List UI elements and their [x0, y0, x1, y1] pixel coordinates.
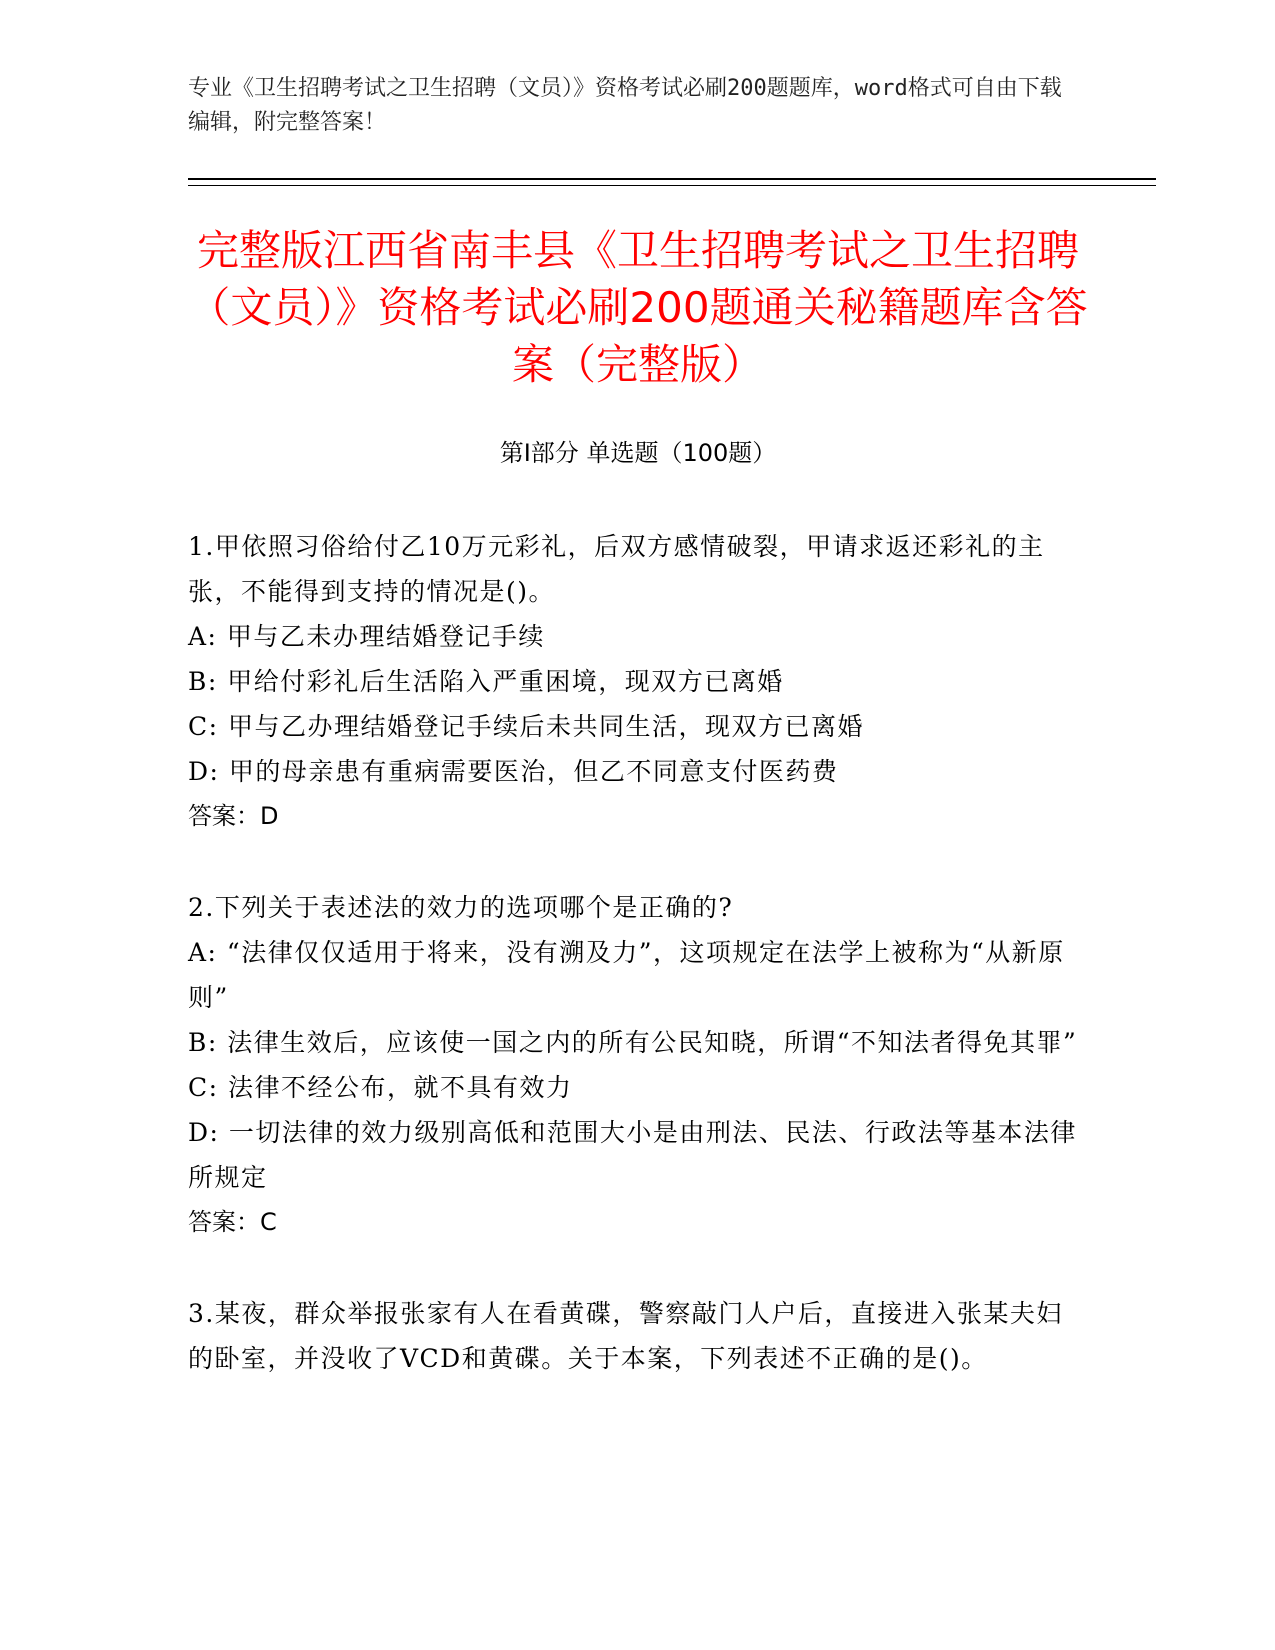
question-list	[188, 524, 1088, 1427]
question-stem: 1.甲依照习俗给付乙10万元彩礼，后双方感情破裂，甲请求返还彩礼的主张，不能得到支持的情况是()。	[188, 532, 1045, 606]
answer-line: 答案：D	[188, 802, 279, 830]
question-2	[188, 885, 1088, 1245]
question-3	[188, 1291, 1088, 1381]
answer-line: 答案：C	[188, 1208, 277, 1236]
question-stem: 3.某夜，群众举报张家有人在看黄碟，警察敲门人户后，直接进入张某夫妇的卧室，并没收了VCD和黄碟。关于本案，下列表述不正确的是()。	[188, 1299, 1063, 1373]
option-c: C: 甲与乙办理结婚登记手续后未共同生活，现双方已离婚	[188, 712, 865, 741]
option-c: C: 法律不经公布，就不具有效力	[188, 1073, 573, 1102]
document-title: 完整版江西省南丰县《卫生招聘考试之卫生招聘（文员）》资格考试必刷200题通关秘籍题库含答案（完整版）	[188, 226, 1088, 389]
option-d: D: 甲的母亲患有重病需要医治，但乙不同意支付医药费	[188, 757, 839, 786]
option-d: D: 一切法律的效力级别高低和范围大小是由刑法、民法、行政法等基本法律所规定	[188, 1118, 1077, 1192]
option-b: B: 甲给付彩礼后生活陷入严重困境，现双方已离婚	[188, 667, 784, 696]
header-divider-thin	[188, 185, 1156, 186]
question-stem: 2.下列关于表述法的效力的选项哪个是正确的?	[188, 893, 734, 922]
option-a: A: “法律仅仅适用于将来，没有溯及力”，这项规定在法学上被称为“从新原则”	[188, 938, 1065, 1012]
option-b: B: 法律生效后，应该使一国之内的所有公民知晓，所谓“不知法者得免其罪”	[188, 1028, 1078, 1057]
section-heading: 第Ⅰ部分 单选题（100题）	[499, 439, 777, 467]
header-note: 专业《卫生招聘考试之卫生招聘（文员）》资格考试必刷200题题库，word格式可自由下载编辑，附完整答案！	[188, 76, 1062, 135]
question-1	[188, 524, 1088, 839]
option-a: A: 甲与乙未办理结婚登记手续	[188, 622, 545, 651]
header-divider-thick	[188, 178, 1156, 180]
